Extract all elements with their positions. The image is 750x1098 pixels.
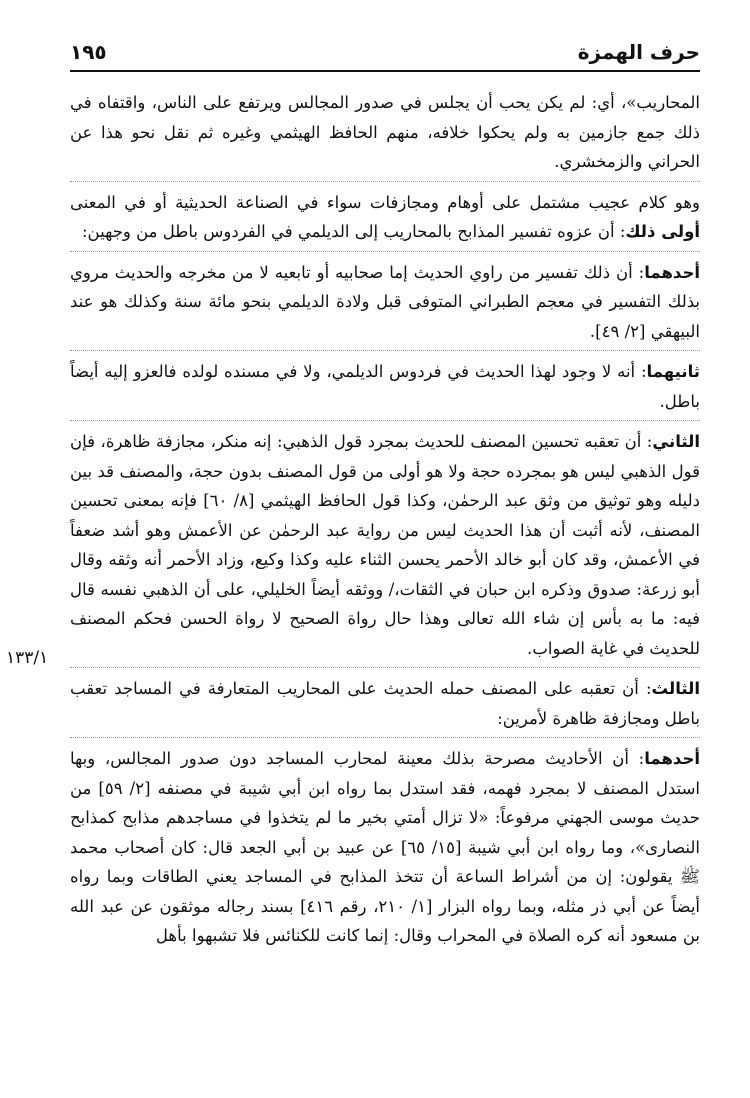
paragraph-text: : أن ذلك تفسير من راوي الحديث إما صحابيه أو تابعيه لا من مخرجه والحديث مروي بذلك التفسير في معجم الطبراني المتوفى قبل ولادة الديلمي بنحو مائة سنة وكذلك هو عند البيهقي [٢/ ٤٩].	[70, 262, 700, 341]
paragraph	[70, 88, 700, 177]
paragraph	[70, 357, 700, 416]
body-text	[70, 88, 700, 951]
paragraph	[70, 258, 700, 347]
paragraph	[70, 674, 700, 733]
running-title: حرف الهمزة	[577, 40, 700, 64]
paragraph-divider	[70, 350, 700, 351]
paragraph-lead: أحدهما	[644, 262, 700, 282]
paragraph-text: : أن الأحاديث مصرحة بذلك معينة لمحارب المساجد دون صدور المجالس، وبها استدل المصنف لا بمجرد فهمه، فقد استدل بما رواه ابن أبي شيبة في مصنفه [٢/ ٥٩] من حديث موسى الجهني مرفوعاً: «لا تزال أمتي بخير ما لم يتخذوا في مساجدهم مذابح كمذابح النصارى»، وما رواه ابن أبي شيبة [١٥/ ٦٥] عن عبيد بن أبي الجعد قال: كان أصحاب محمد ﷺ يقولون: إن من أشراط الساعة أن تتخذ المذابح في المساجد يعني الطاقات وبما رواه أيضاً عن أبي ذر مثله، وبما رواه البزار [١/ ٢١٠، رقم ٤١٦] بسند رجاله موثقون عن عبد الله بن مسعود أنه كره الصلاة في المحراب وقال: إنما كانت للكنائس فلا تشبهوا بأهل	[70, 749, 701, 945]
paragraph-text: : أن تعقبه على المصنف حمله الحديث على المحاريب المتعارفة في المساجد تعقب باطل ومجازفة ظاهرة لأمرين:	[70, 679, 700, 728]
paragraph	[70, 427, 700, 663]
paragraph-divider	[70, 251, 700, 252]
paragraph-text: وهو كلام عجيب مشتمل على أوهام ومجازفات سواء في الصناعة الحديثية أو في المعنى	[70, 192, 700, 212]
margin-page-reference: ١٣٣/١	[6, 648, 49, 668]
paragraph-text: المحاريب»، أي: لم يكن يحب أن يجلس في صدور المجالس ويرتفع على الناس، واقتفاه في ذلك جمع جازمين به ولم يحكوا خلافه، منهم الحافظ الهيثمي وغيره ثم نقل نحو هذا عن الحراني والزمخشري.	[70, 93, 700, 171]
page-header	[70, 30, 700, 64]
paragraph-lead: أحدهما	[644, 749, 700, 768]
paragraph-divider	[70, 420, 700, 421]
header-rule	[70, 70, 700, 72]
paragraph	[70, 188, 700, 247]
paragraph-text: : أن عزوه تفسير المذابح بالمحاريب إلى الديلمي في الفردوس باطل من وجهين:	[81, 222, 626, 241]
page-number: ١٩٥	[70, 40, 107, 64]
paragraph-divider	[70, 667, 700, 668]
bold-phrase: أولى ذلك	[625, 222, 700, 241]
paragraph-text: : أنه لا وجود لهذا الحديث في فردوس الديلمي، ولا في مسنده لولده فالعزو إليه أيضاً باطل.	[70, 362, 700, 411]
paragraph-lead: ثانيهما	[646, 362, 700, 381]
paragraph	[70, 744, 700, 951]
paragraph-divider	[70, 181, 700, 182]
paragraph-lead: الثالث	[651, 679, 700, 698]
paragraph-lead: الثاني	[652, 432, 700, 451]
paragraph-divider	[70, 737, 700, 738]
paragraph-text: : أن تعقبه تحسين المصنف للحديث بمجرد قول الذهبي: إنه منكر، مجازفة ظاهرة، فإن قول الذهبي ليس هو بمجرده حجة ولا هو أولى من قول المصنف بدون حجة، والمصنف قد بين دليله وهو توثيق من وثق عبد الرحمٰن، وكذا قول الحافظ الهيثمي [٨/ ٦٠] فإنه بمعنى تحسين المصنف، لأنه أثبت أن هذا الحديث ليس من رواية عبد الرحمٰن عن الأعمش وهو أشد ضعفاً في الأعمش، وقد كان أبو خالد الأحمر يحسن الثناء عليه وكذا وكيع، وزاد الأحمر أنه وثقه وقال أبو زرعة: صدوق وذكره ابن حبان في الثقات،/ ووثقه أيضاً الخليلي، على أن الذهبي نفسه قال فيه: ما به بأس إن شاء الله تعالى وهذا حال رواة الصحيح لا رواة الحسن فحكم المصنف للحديث في غاية الصواب.	[70, 432, 700, 658]
